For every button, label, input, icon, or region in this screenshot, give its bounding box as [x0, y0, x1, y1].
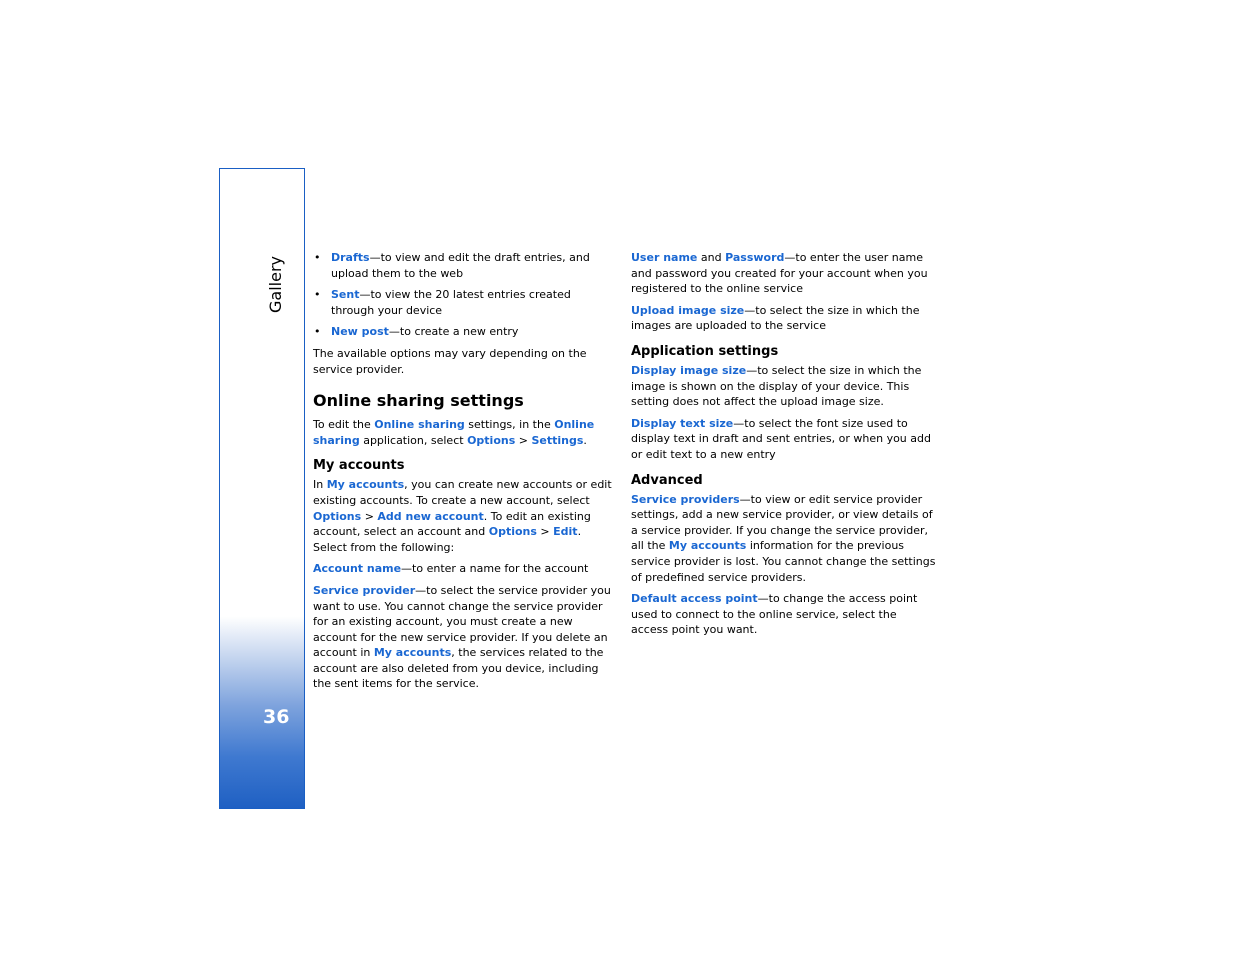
service-providers-term: Service providers [631, 492, 740, 506]
text-run: . To edit an existing account, select an account and [313, 509, 591, 539]
drafts-term: Drafts [331, 251, 370, 264]
online-sharing-term: Online sharing [313, 418, 595, 447]
text-run: —to select the size in which the images are uploaded to the service [631, 303, 920, 333]
intro-paragraph [313, 417, 613, 448]
new-post-term: New post [331, 325, 389, 339]
text-run: , you can create new accounts or edit existing accounts. To create a new account, select [313, 478, 612, 507]
right-column [631, 250, 936, 644]
text-run: —to enter a name for the account [401, 562, 589, 576]
add-new-account-term: Add new account [377, 509, 484, 523]
my-accounts-paragraph [313, 477, 613, 555]
text-run: —to select the service provider you want to use. You cannot change the service provider for an existing account, you must create a new account for the new service provider. If you delete an account in [313, 583, 611, 660]
chapter-title: Gallery [265, 255, 285, 313]
text-run: —to select the size in which the image is shown on the display of your device. This setting does not affect the upload image size. [631, 363, 922, 409]
upload-image-size-paragraph [631, 303, 936, 334]
text-run: and [697, 251, 726, 264]
user-name-paragraph [631, 250, 936, 297]
display-text-size-paragraph [631, 416, 936, 463]
text-run: . [583, 433, 587, 447]
submenu-list [313, 250, 613, 340]
my-accounts-term: My accounts [326, 478, 405, 492]
sent-description: —to view the 20 latest entries created through your device [331, 288, 571, 317]
service-provider-paragraph [313, 583, 613, 692]
left-column [313, 250, 613, 698]
default-access-point-term: Default access point [631, 592, 758, 606]
drafts-description: —to view and edit the draft entries, and upload them to the web [331, 251, 590, 280]
text-run: > [361, 509, 378, 523]
password-term: Password [725, 251, 785, 264]
text-run: settings, in the [464, 418, 555, 432]
text-run: application, select [359, 433, 468, 447]
new-post-description: —to create a new entry [388, 325, 519, 339]
advanced-heading: Advanced [631, 472, 703, 488]
my-accounts-term: My accounts [373, 646, 452, 660]
my-accounts-term: My accounts [668, 539, 747, 553]
edit-term: Edit [553, 525, 578, 539]
text-run: > [536, 525, 554, 539]
list-item [313, 324, 613, 340]
service-providers-paragraph [631, 492, 936, 586]
display-image-size-paragraph [631, 363, 936, 410]
list-item [313, 250, 613, 281]
options-note: The available options may vary depending on the service provider. [313, 346, 587, 376]
sent-term: Sent [331, 288, 360, 302]
options-term: Options [313, 509, 362, 523]
text-run: In [313, 478, 327, 492]
options-term: Options [467, 433, 516, 447]
application-settings-heading: Application settings [631, 343, 779, 359]
section-heading: Online sharing settings [313, 391, 524, 411]
user-name-term: User name [631, 251, 698, 264]
text-run: —to view or edit service provider settings, add a new service provider, or view details of a service provider. If you change the service provider, all the [631, 492, 933, 553]
text-run: —to change the access point used to connect to the online service, select the access point you want. [631, 592, 918, 637]
text-run: . Select from the following: [313, 525, 582, 554]
account-name-paragraph [313, 561, 613, 577]
text-run: —to select the font size used to display text in draft and sent entries, or when you add or edit text to a new entry [631, 416, 931, 461]
list-item [313, 287, 613, 318]
service-provider-term: Service provider [313, 583, 416, 597]
page-number: 36 [263, 706, 290, 728]
chapter-side-tab [219, 168, 305, 809]
display-text-size-term: Display text size [631, 416, 734, 430]
upload-image-size-term: Upload image size [631, 303, 745, 317]
text-run: > [515, 433, 532, 447]
text-run: , the services related to the account are also deleted from you device, including the sent items for the service. [313, 646, 604, 691]
options-term: Options [488, 525, 537, 539]
my-accounts-heading: My accounts [313, 458, 405, 474]
display-image-size-term: Display image size [631, 363, 747, 377]
account-name-term: Account name [313, 562, 402, 576]
text-run: information for the previous service provider is lost. You cannot change the settings of predefined service providers. [631, 539, 936, 584]
text-run: —to enter the user name and password you created for your account when you registered to the online service [631, 251, 928, 296]
settings-term: Settings [531, 433, 584, 447]
text-run: To edit the [313, 418, 375, 432]
default-access-point-paragraph [631, 591, 936, 638]
online-sharing-term: Online sharing [374, 418, 465, 432]
